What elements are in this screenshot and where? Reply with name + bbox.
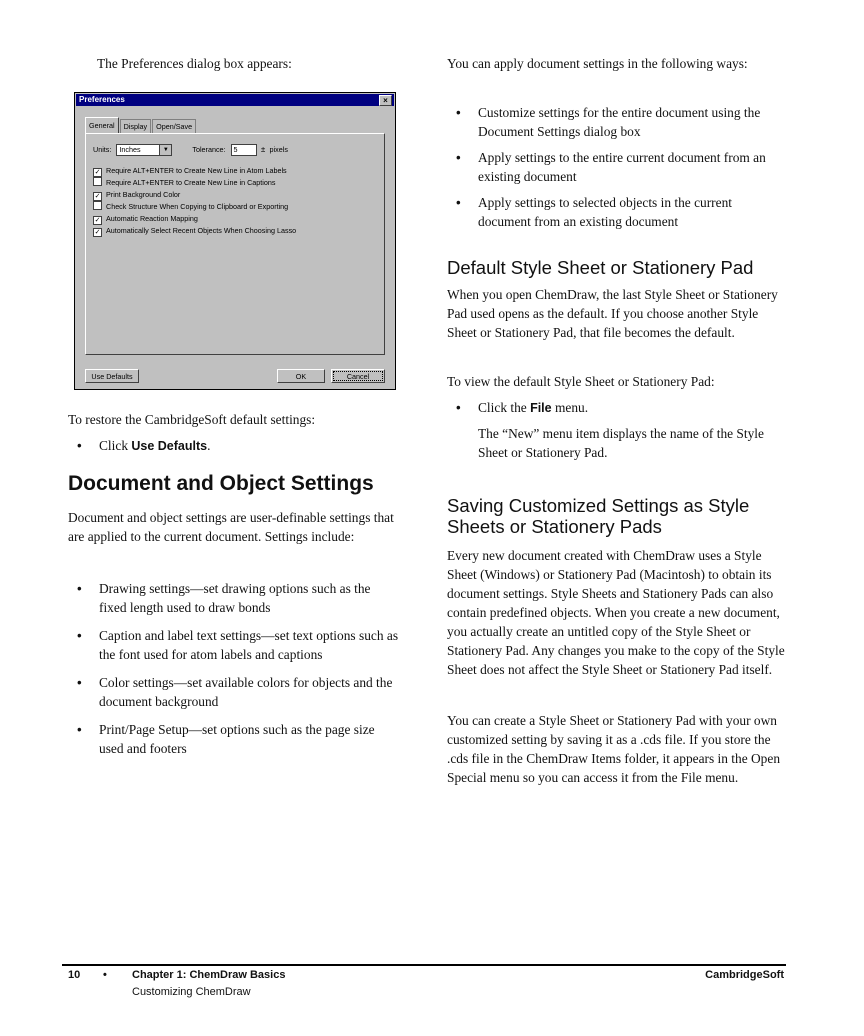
apply-intro: You can apply document settings in the following ways:: [447, 56, 748, 71]
option-label: Automatic Reaction Mapping: [106, 214, 198, 223]
list-item: • Apply settings to selected objects in the current document from an existing document: [447, 193, 787, 231]
file-menu-list: [447, 398, 787, 418]
use-defaults-term: Use Defaults: [131, 439, 208, 453]
checkbox-checked-icon[interactable]: ✓: [94, 229, 101, 236]
list-item: • Click the File menu.: [447, 398, 787, 418]
units-select[interactable]: Inches: [116, 144, 160, 156]
view-default-text: To view the default Style Sheet or Stationery Pad:: [447, 374, 715, 389]
checkbox-checked-icon[interactable]: ✓: [94, 193, 101, 200]
spinner-icon[interactable]: ±: [260, 145, 266, 155]
general-panel: [85, 133, 385, 355]
create-paragraph: You can create a Style Sheet or Stationery Pad with your own customized setting by saving it as a .cds file. If you store the .cds file in the ChemDraw Items folder, it appears in the Open Special menu so you can access it from the File menu.: [447, 713, 781, 785]
list-item: • Print/Page Setup—set options such as the page size used and footers: [68, 720, 400, 758]
use-defaults-button[interactable]: Use Defaults: [85, 369, 139, 383]
option-label: Require ALT+ENTER to Create New Line in Captions: [106, 178, 276, 187]
list-item: • Apply settings to the entire current document from an existing document: [447, 148, 787, 186]
tolerance-input[interactable]: 5: [231, 144, 257, 156]
checkbox-unchecked-icon[interactable]: [93, 201, 102, 210]
option-label: Print Background Color: [106, 190, 181, 199]
tab-general[interactable]: General: [85, 117, 119, 133]
list-item: • Click Use Defaults.: [68, 436, 400, 456]
units-label: Units:: [93, 145, 112, 154]
ok-button[interactable]: OK: [277, 369, 325, 383]
close-icon[interactable]: ×: [379, 95, 392, 106]
footer-bullet: •: [103, 969, 107, 981]
saving-paragraph: Every new document created with ChemDraw uses a Style Sheet (Windows) or Stationery Pad (Macintosh) to obtain its document settings. Style Sheets and Stationery Pads can also contain predefined objects. When you create a new document, you actually create an untitled copy of the Style Sheet or Stationery Pad. Any changes you make to the copy of the Style Sheet does not affect the Style Sheet or Stationery Pad itself.: [447, 548, 785, 677]
footer-chapter: Chapter 1: ChemDraw Basics: [132, 969, 286, 981]
subheading-default-style: Default Style Sheet or Stationery Pad: [447, 257, 754, 278]
apply-list: [447, 103, 787, 231]
footer-section: Customizing ChemDraw: [132, 986, 251, 998]
option-checkbox[interactable]: [93, 165, 287, 176]
list-item: • Caption and label text settings—set text options such as the font used for atom labels and captions: [68, 626, 400, 664]
restore-list: [68, 436, 400, 456]
restore-text: To restore the CambridgeSoft default settings:: [68, 412, 316, 427]
checkbox-checked-icon[interactable]: ✓: [94, 169, 101, 176]
option-checkbox[interactable]: [93, 177, 275, 188]
settings-list: [68, 579, 400, 758]
dialog-tabs: [85, 119, 197, 133]
tab-display[interactable]: Display: [120, 119, 152, 133]
option-checkbox[interactable]: [93, 201, 288, 212]
file-menu-term: File: [530, 401, 552, 415]
dialog-title-bar: [76, 94, 394, 106]
page-number: 10: [68, 969, 81, 981]
list-item: • Customize settings for the entire document using the Document Settings dialog box: [447, 103, 787, 141]
section-heading: Document and Object Settings: [68, 472, 374, 495]
units-row: [93, 144, 288, 155]
chevron-down-icon[interactable]: ▼: [159, 144, 172, 156]
default-paragraph: When you open ChemDraw, the last Style Sheet or Stationery Pad used opens as the default. If you choose another Style Sheet or Stationery Pad, that file becomes the default.: [447, 287, 778, 340]
footer-brand: CambridgeSoft: [705, 969, 784, 981]
list-item: • Color settings—set available colors for objects and the document background: [68, 673, 400, 711]
footer-rule: [62, 964, 786, 966]
checkbox-unchecked-icon[interactable]: [93, 177, 102, 186]
option-checkbox[interactable]: [93, 213, 198, 224]
tolerance-label: Tolerance:: [192, 145, 226, 154]
list-item: • Drawing settings—set drawing options such as the fixed length used to draw bonds: [68, 579, 400, 617]
cancel-button[interactable]: Cancel: [331, 369, 385, 383]
tab-open-save[interactable]: Open/Save: [152, 119, 196, 133]
option-label: Require ALT+ENTER to Create New Line in Atom Labels: [106, 166, 287, 175]
option-checkbox[interactable]: [93, 189, 180, 200]
settings-paragraph: Document and object settings are user-definable settings that are applied to the current document. Settings include:: [68, 510, 394, 544]
new-menu-note: The “New” menu item displays the name of the Style Sheet or Stationery Pad.: [478, 426, 764, 460]
dialog-intro: The Preferences dialog box appears:: [97, 56, 292, 71]
preferences-dialog: [74, 92, 396, 390]
subheading-saving: Saving Customized Settings as Style Sheets or Stationery Pads: [447, 495, 750, 537]
option-checkbox[interactable]: [93, 225, 296, 236]
checkbox-checked-icon[interactable]: ✓: [94, 217, 101, 224]
option-label: Automatically Select Recent Objects When Choosing Lasso: [106, 226, 297, 235]
option-label: Check Structure When Copying to Clipboard or Exporting: [106, 202, 289, 211]
tolerance-unit: pixels: [269, 145, 288, 154]
dialog-title: Preferences: [79, 95, 125, 104]
